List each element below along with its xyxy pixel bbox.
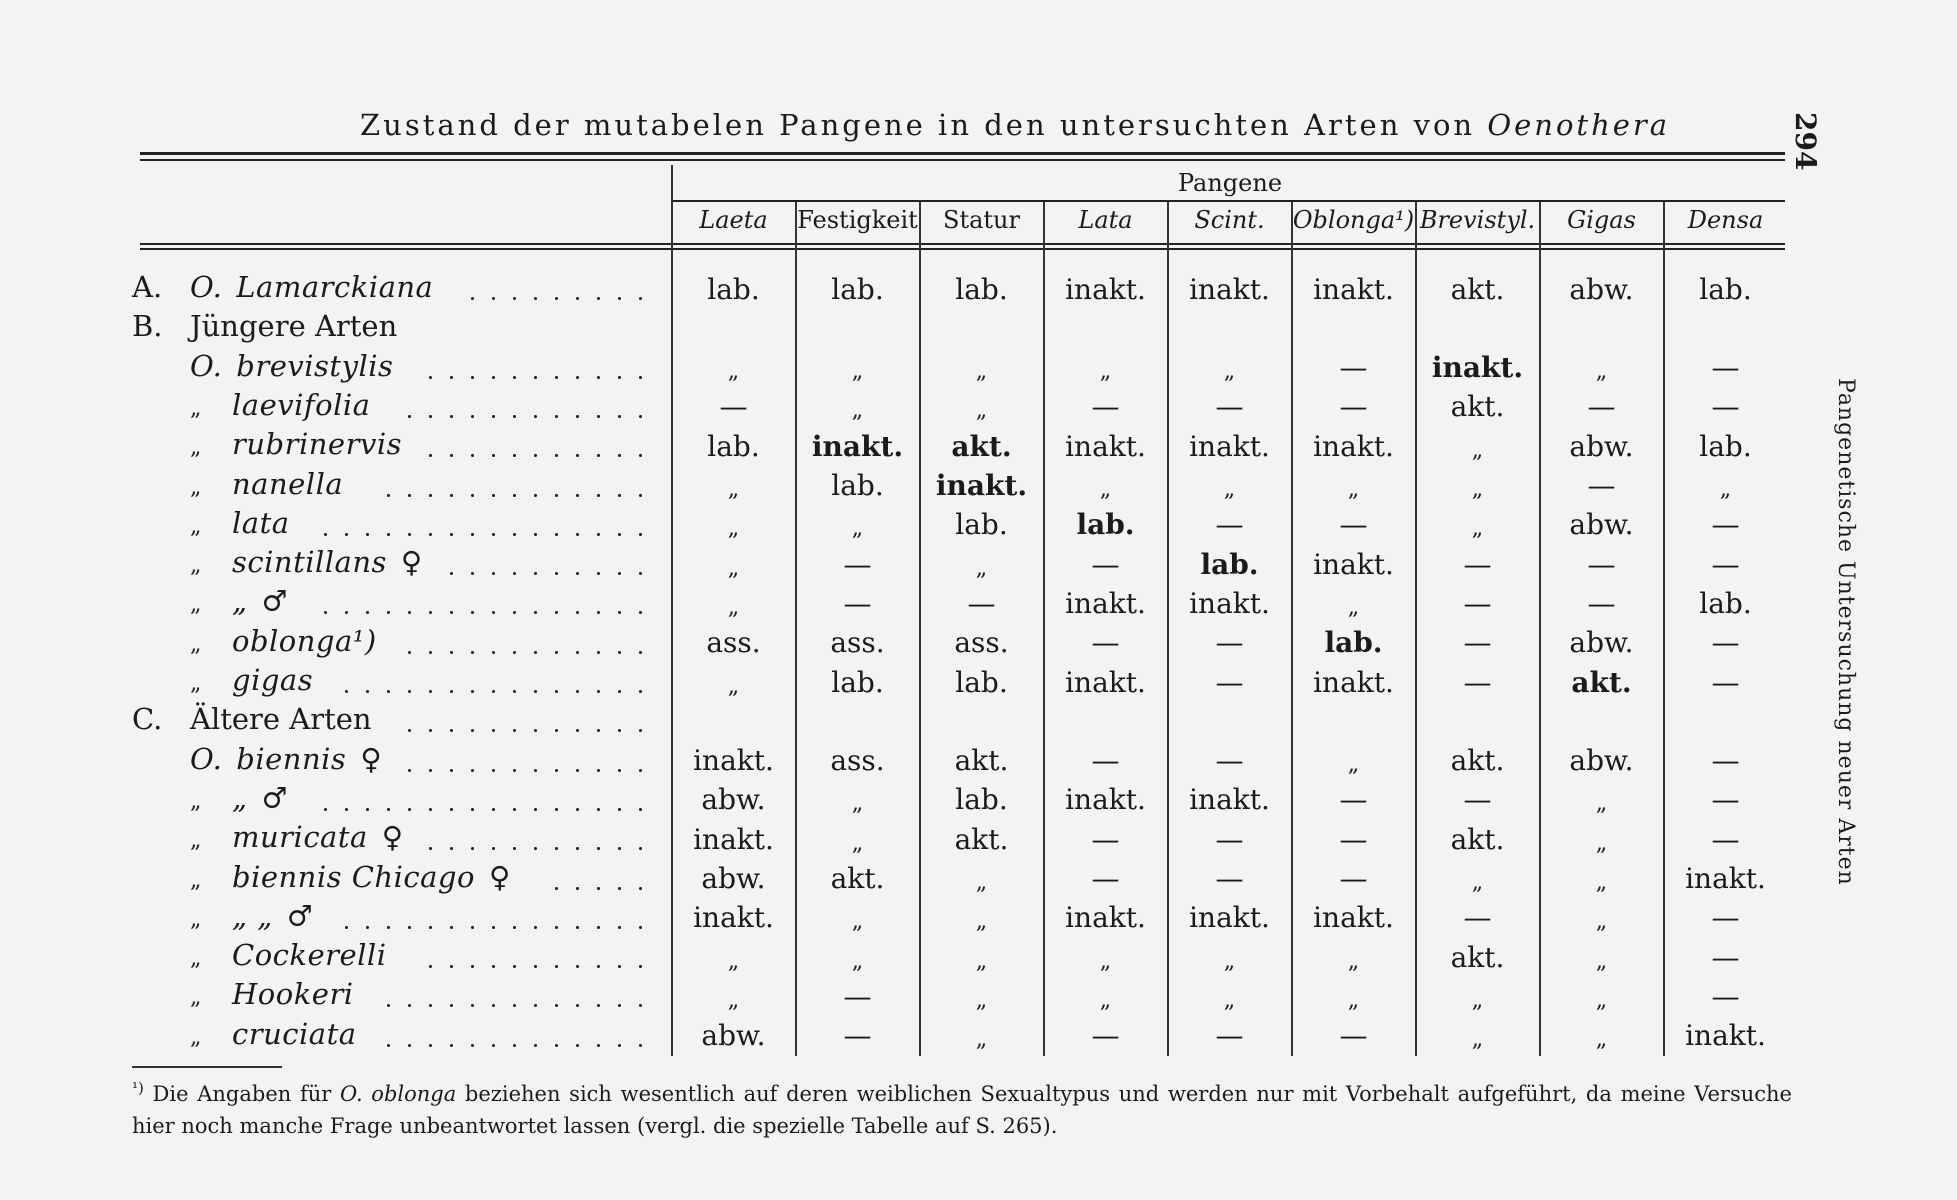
table-cell: „	[1595, 909, 1608, 935]
species-label	[190, 584, 288, 622]
genus-prefix: „	[190, 985, 202, 1011]
table-cell: —	[1711, 390, 1740, 424]
column-header: Scint.	[1194, 206, 1265, 234]
table-cell: „	[1595, 359, 1608, 385]
table-cell: —	[1215, 862, 1244, 895]
table-cell: „	[975, 398, 988, 424]
table-cell: —	[1091, 744, 1120, 778]
table-cell: —	[719, 390, 748, 424]
table-cell: „	[1595, 948, 1608, 974]
section-title: Ältere Arten	[190, 702, 372, 737]
table-cell: —	[1711, 901, 1740, 935]
table-cell: akt.	[954, 744, 1009, 778]
species-label	[190, 349, 393, 387]
table-cell: inakt.	[1189, 272, 1270, 306]
leader-dots	[420, 376, 652, 379]
leader-dots	[399, 415, 652, 418]
column-header: Statur	[943, 206, 1020, 234]
species-label	[132, 270, 433, 308]
table-cell: „	[1099, 987, 1112, 1013]
leader-dots	[315, 533, 652, 536]
species-name: cruciata	[232, 1016, 357, 1051]
table-cell: —	[1711, 508, 1740, 542]
species-label	[190, 388, 370, 426]
table-cell: ass.	[706, 626, 761, 660]
sex-symbol: ♂	[261, 584, 288, 619]
species-label	[190, 467, 343, 505]
species-label	[190, 1017, 357, 1055]
table-cell: —	[1587, 547, 1616, 581]
table-cell: „	[727, 477, 740, 502]
species-name: „	[232, 584, 248, 619]
leader-dots	[399, 729, 652, 732]
table-cell: „	[851, 948, 864, 974]
table-cell: „	[1595, 987, 1608, 1013]
table-cell: ass.	[954, 626, 1009, 660]
section-letter: B.	[132, 309, 163, 344]
table-cell: akt.	[1571, 665, 1632, 699]
table-cell: lab.	[831, 272, 884, 306]
table-cell: —	[1463, 586, 1492, 620]
top-rule-thick	[140, 152, 1785, 155]
leader-dots	[462, 297, 652, 300]
table-cell: —	[1463, 783, 1492, 817]
species-label	[190, 742, 382, 780]
sex-symbol: ♂	[261, 780, 288, 815]
footnote-text-before: Die Angaben für	[143, 1082, 340, 1106]
species-name: Cockerelli	[232, 938, 387, 973]
page-number: 294	[1789, 112, 1822, 171]
species-name: nanella	[232, 466, 344, 501]
leader-dots	[420, 454, 652, 457]
table-cell: akt.	[954, 822, 1009, 856]
table-cell: abw.	[701, 783, 766, 817]
section-letter: C.	[132, 702, 163, 737]
leader-dots	[441, 572, 652, 575]
table-cell: inakt.	[1313, 429, 1394, 463]
table-cell: —	[1091, 822, 1120, 856]
table-cell: inakt.	[693, 744, 774, 778]
table-cell: —	[1711, 744, 1740, 778]
footnote	[132, 1072, 1792, 1142]
species-label	[190, 624, 377, 662]
species-name: muricata	[232, 820, 368, 855]
table-cell: „	[975, 948, 988, 974]
table-cell: „	[975, 1027, 988, 1053]
table-cell: „	[1471, 516, 1484, 542]
genus-prefix: „	[190, 474, 202, 500]
table-cell: inakt.	[1065, 783, 1146, 817]
table-cell: inakt.	[1313, 272, 1394, 306]
species-label	[190, 506, 290, 544]
genus-prefix: „	[190, 631, 202, 657]
section-heading	[132, 309, 397, 347]
species-name: biennis	[236, 741, 347, 776]
table-cell: „	[851, 791, 864, 817]
table-cell: „	[1471, 437, 1484, 463]
table-cell: „	[1471, 987, 1484, 1013]
table-cell: —	[1711, 626, 1740, 660]
table-cell: —	[1339, 1019, 1368, 1053]
table-cell: inakt.	[1189, 429, 1270, 463]
table-cell: —	[1339, 390, 1368, 424]
table-cell: inakt.	[935, 469, 1028, 502]
species-name: brevistylis	[236, 348, 394, 383]
table-cell: „	[1347, 477, 1360, 502]
species-name: Lamarckiana	[236, 270, 434, 304]
species-name: biennis Chicago	[232, 859, 475, 894]
genus-prefix: „	[190, 395, 202, 421]
genus-prefix: „	[190, 788, 202, 814]
table-cell: inakt.	[1065, 586, 1146, 620]
table-cell: akt.	[1450, 940, 1505, 974]
table-cell: —	[1091, 547, 1120, 581]
table-cell: —	[1215, 1019, 1244, 1053]
genus-prefix: „	[190, 513, 202, 539]
table-cell: „	[727, 987, 740, 1013]
table-cell: —	[1339, 862, 1368, 895]
species-name: „ „	[232, 898, 273, 933]
table-cell: —	[1587, 469, 1616, 502]
table-cell: lab.	[955, 272, 1008, 306]
species-label	[190, 899, 313, 937]
column-header: Laeta	[699, 206, 768, 234]
table-cell: —	[1587, 586, 1616, 620]
table-cell: „	[727, 359, 740, 385]
genus-prefix: O.	[190, 741, 223, 776]
table-cell: —	[1711, 783, 1740, 817]
table-cell: lab.	[955, 508, 1008, 542]
species-label	[190, 938, 386, 976]
genus-prefix: „	[190, 906, 202, 932]
genus-prefix: O.	[190, 348, 223, 383]
leader-dots	[546, 887, 652, 890]
table-cell: „	[851, 359, 864, 385]
table-cell: —	[1215, 390, 1244, 424]
table-cell: —	[1711, 822, 1740, 856]
table-cell: —	[1215, 665, 1244, 699]
sex-symbol: ♀	[488, 859, 511, 894]
table-cell: akt.	[1450, 390, 1505, 424]
table-cell: „	[1223, 359, 1236, 385]
species-name: „	[232, 780, 248, 815]
table-cell: —	[1339, 783, 1368, 817]
table-cell: „	[727, 516, 740, 542]
table-cell: akt.	[951, 429, 1012, 463]
running-head: Pangenetische Untersuchung neuer Arten	[1833, 378, 1858, 886]
table-cell: lab.	[1699, 429, 1752, 463]
leader-dots	[378, 1004, 652, 1007]
species-name: scintillans	[232, 545, 387, 580]
table-cell: —	[1711, 940, 1740, 974]
table-cell: inakt.	[1065, 665, 1146, 699]
table-cell: —	[1463, 626, 1492, 660]
section-heading	[132, 702, 372, 740]
table-cell: —	[1711, 979, 1740, 1013]
table-cell: „	[1719, 477, 1732, 502]
top-rule-thin	[140, 159, 1785, 161]
leader-dots	[315, 611, 652, 614]
footnote-rule	[132, 1066, 282, 1068]
species-name: laevifolia	[232, 387, 371, 422]
table-cell: —	[1463, 665, 1492, 699]
table-cell: —	[1091, 626, 1120, 660]
column-header: Brevistyl.	[1419, 206, 1536, 234]
table-cell: „	[1595, 791, 1608, 817]
species-label	[190, 427, 402, 465]
column-header: Lata	[1078, 206, 1133, 234]
species-label	[190, 545, 422, 583]
leader-dots	[378, 494, 652, 497]
table-cell: „	[1471, 477, 1484, 502]
table-cell: lab.	[955, 783, 1008, 817]
table-cell: inakt.	[1685, 862, 1766, 895]
table-cell: —	[1215, 822, 1244, 856]
table-cell: inakt.	[1189, 901, 1270, 935]
table-cell: „	[1347, 987, 1360, 1013]
genus-prefix: „	[190, 1024, 202, 1050]
table-cell: ass.	[830, 626, 885, 660]
table-cell: inakt.	[1065, 901, 1146, 935]
table-cell: lab.	[1324, 626, 1383, 660]
table-cell: abw.	[701, 1019, 766, 1053]
sex-symbol: ♀	[360, 741, 382, 776]
table-cell: „	[1347, 948, 1360, 974]
table-cell: „	[975, 870, 988, 895]
table-cell: —	[1711, 547, 1740, 581]
genus-prefix: „	[190, 946, 202, 972]
table-cell: „	[975, 987, 988, 1013]
genus-prefix: „	[190, 867, 202, 893]
leader-dots	[399, 769, 652, 772]
table-cell: „	[727, 673, 740, 699]
table-cell: „	[1471, 870, 1484, 895]
table-cell: lab.	[831, 469, 884, 502]
sex-symbol: ♀	[400, 545, 423, 580]
species-label	[190, 860, 510, 898]
table-cell: —	[1215, 508, 1244, 542]
table-cell: „	[1223, 477, 1236, 502]
column-header: Festigkeit	[797, 206, 918, 234]
table-cell: —	[967, 586, 996, 620]
table-cell: inakt.	[1313, 901, 1394, 935]
table-cell: lab.	[1200, 547, 1259, 581]
column-header: Densa	[1687, 206, 1764, 234]
footnote-text-after: beziehen sich wesentlich auf deren weiblichen Sexualtypus und werden nur mit Vorbehalt aufgeführt, da meine Versuche hier noch manche Frage unbeantwortet lassen (vergl. die spezielle Tabelle auf S. 265).	[132, 1082, 1792, 1138]
sex-symbol: ♀	[381, 820, 403, 855]
column-header: Oblonga¹)	[1292, 206, 1415, 234]
species-label	[190, 663, 313, 701]
table-cell: „	[1595, 1027, 1608, 1053]
table-cell: inakt.	[1313, 547, 1394, 581]
genus-prefix: „	[190, 671, 202, 696]
table-cell: akt.	[830, 862, 885, 895]
table-cell: lab.	[831, 665, 884, 699]
table-cell: inakt.	[1065, 272, 1146, 306]
table-cell: „	[975, 555, 988, 581]
footnote-marker: ¹)	[132, 1079, 144, 1097]
table-cell: „	[1099, 948, 1112, 974]
table-cell: —	[843, 979, 872, 1013]
table-cell: abw.	[701, 862, 766, 895]
section-title: Jüngere Arten	[190, 309, 398, 344]
table-cell: —	[1215, 626, 1244, 660]
footnote-species: O. oblonga	[339, 1082, 457, 1106]
species-name: oblonga¹)	[232, 623, 377, 658]
table-cell: „	[727, 948, 740, 974]
table-cell: —	[1463, 547, 1492, 581]
table-cell: inakt.	[693, 822, 774, 856]
table-cell: —	[1215, 744, 1244, 778]
table-cell: —	[843, 1019, 872, 1053]
table-cell: —	[1463, 901, 1492, 935]
table-cell: abw.	[1569, 508, 1634, 542]
table-cell: abw.	[1569, 626, 1634, 660]
table-cell: abw.	[1569, 272, 1634, 306]
leader-dots	[336, 926, 652, 929]
genus-prefix: „	[190, 592, 202, 618]
table-cell: inakt.	[1431, 351, 1524, 385]
leader-dots	[315, 808, 652, 811]
table-cell: inakt.	[1065, 429, 1146, 463]
table-cell: —	[1711, 351, 1740, 385]
table-cell: „	[1595, 870, 1608, 895]
table-cell: abw.	[1569, 429, 1634, 463]
column-header: Gigas	[1567, 206, 1636, 234]
pangene-rule	[672, 200, 1785, 202]
leader-dots	[420, 965, 652, 968]
table-cell: lab.	[1699, 272, 1752, 306]
table-cell: „	[1099, 477, 1112, 502]
leader-dots	[420, 847, 652, 850]
table-cell: „	[975, 909, 988, 935]
table-cell: —	[1711, 665, 1740, 699]
table-cell: „	[851, 516, 864, 542]
title-text: Zustand der mutabelen Pangene in den untersuchten Arten von	[360, 108, 1488, 142]
genus-prefix: „	[190, 828, 202, 854]
table-cell: —	[1339, 351, 1368, 385]
table-cell: „	[1347, 752, 1360, 778]
sex-symbol: ♂	[286, 898, 313, 933]
genus-prefix: „	[190, 435, 202, 461]
table-cell: lab.	[1076, 508, 1135, 542]
species-name: Hookeri	[232, 977, 354, 1012]
table-cell: —	[843, 547, 872, 581]
genus-prefix: „	[190, 553, 202, 579]
table-cell: „	[851, 830, 864, 856]
table-cell: —	[1091, 862, 1120, 895]
table-cell: „	[1595, 830, 1608, 856]
table-cell: „	[727, 555, 740, 581]
table-cell: abw.	[1569, 744, 1634, 778]
species-label	[190, 820, 403, 858]
table-cell: —	[1587, 390, 1616, 424]
table-cell: inakt.	[1189, 783, 1270, 817]
leader-dots	[336, 690, 652, 693]
species-label	[190, 977, 354, 1015]
page-title	[360, 108, 1671, 142]
table-cell: inakt.	[693, 901, 774, 935]
table-cell: lab.	[707, 272, 760, 306]
leader-dots	[399, 651, 652, 654]
table-cell: lab.	[1699, 586, 1752, 620]
table-cell: —	[843, 586, 872, 620]
table-cell: akt.	[1450, 822, 1505, 856]
table-cell: lab.	[707, 429, 760, 463]
table-cell: „	[1223, 948, 1236, 974]
pangene-header: Pangene	[1177, 169, 1283, 197]
table-cell: inakt.	[811, 429, 904, 463]
table-cell: —	[1339, 508, 1368, 542]
table-cell: „	[851, 909, 864, 935]
table-cell: akt.	[1450, 744, 1505, 778]
table-cell: akt.	[1450, 272, 1505, 306]
table-cell: ass.	[830, 744, 885, 778]
leader-dots	[378, 1044, 652, 1047]
table-cell: „	[1471, 1027, 1484, 1053]
table-cell: inakt.	[1313, 665, 1394, 699]
species-name: lata	[232, 505, 290, 540]
species-name: gigas	[232, 663, 314, 697]
table-cell: „	[851, 398, 864, 424]
table-cell: „	[1223, 987, 1236, 1013]
title-genus: Oenothera	[1487, 108, 1671, 142]
table-cell: inakt.	[1685, 1019, 1766, 1053]
table-cell: —	[1091, 1019, 1120, 1053]
table-cell: „	[975, 359, 988, 385]
species-name: rubrinervis	[232, 427, 402, 462]
table-cell: „	[727, 594, 740, 620]
section-letter: A.	[132, 270, 163, 304]
table-cell: lab.	[955, 665, 1008, 699]
genus-prefix: O.	[190, 270, 223, 304]
table-cell: „	[1099, 359, 1112, 385]
table-cell: —	[1339, 822, 1368, 856]
table-cell: „	[1347, 594, 1360, 620]
table-cell: inakt.	[1189, 586, 1270, 620]
species-label	[190, 781, 288, 819]
table-cell: —	[1091, 390, 1120, 424]
